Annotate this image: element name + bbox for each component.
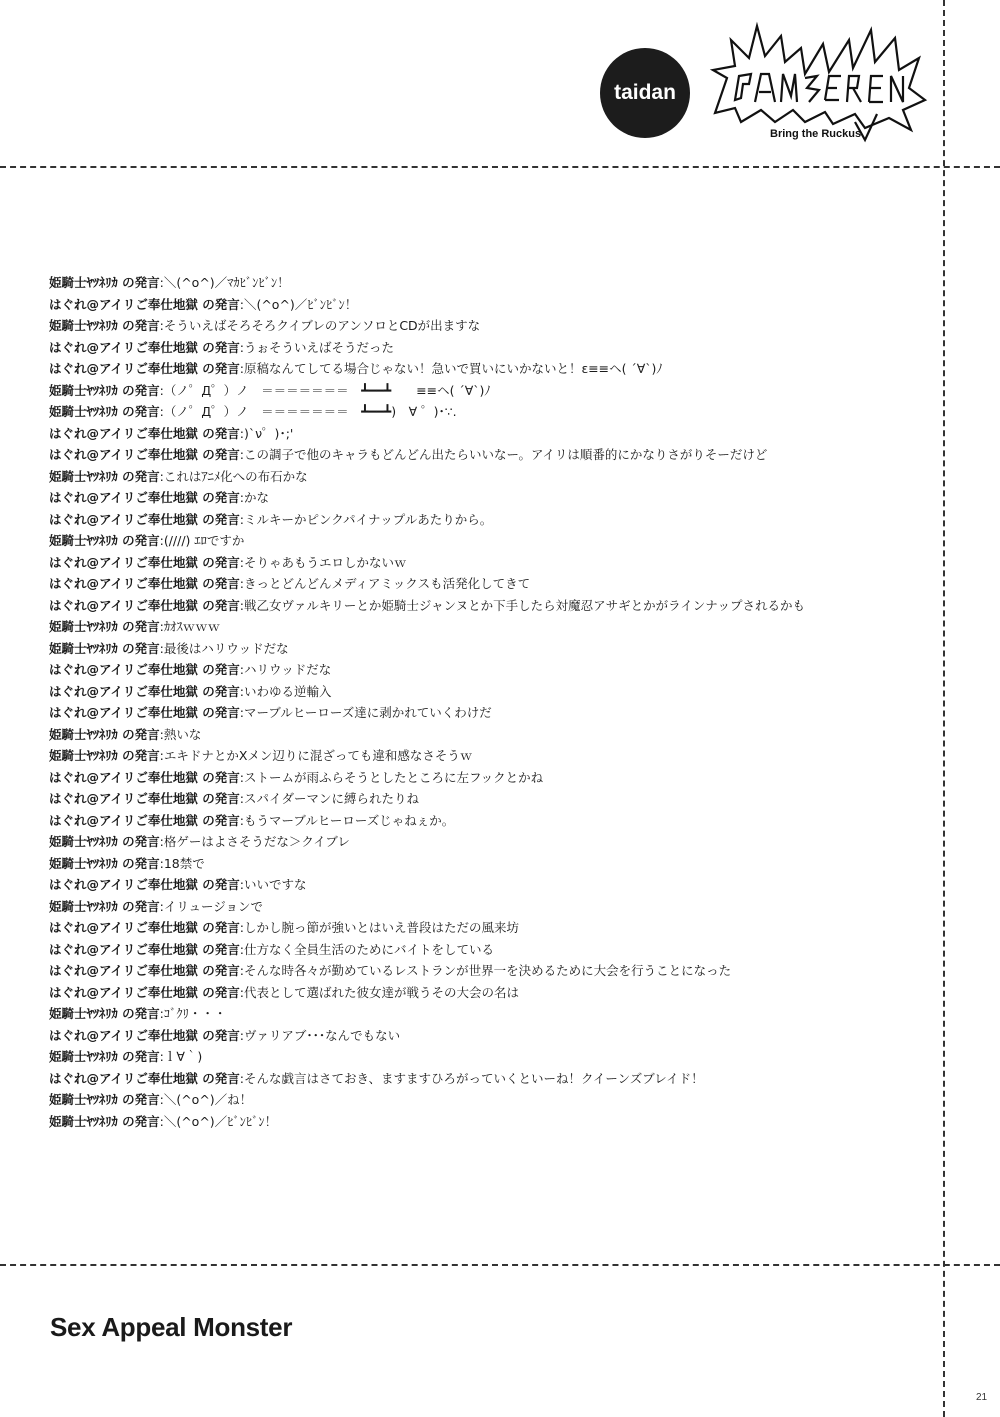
message: 戦乙女ヴァルキリーとか姫騎士ジャンヌとか下手したら対魔忍アサギとかがラインナップされるかも [243, 597, 805, 613]
chat-line: はぐれ@アイリご奉仕地獄 の発言:しかし腕っ節が強いとはいえ普段はただの風来坊 [49, 920, 519, 935]
book-title: Sex Appeal Monster [50, 1312, 293, 1342]
message: 格ゲーはよさそうだな＞クイブレ [163, 834, 350, 849]
chat-line: はぐれ@アイリご奉仕地獄 の発言:もうマーブルヒーローズじゃねぇか。 [49, 812, 455, 828]
chat-line: 姫騎士ﾔﾂﾈﾘｶ の発言:（ノ゜Д゜）ノ ＝＝＝＝＝＝＝ ┻━━┻) ∀ ゜)･∵. [49, 404, 457, 419]
chat-line: はぐれ@アイリご奉仕地獄 の発言:そんな時各々が勤めているレストランが世界一を決めるために大会を行うことになった [49, 963, 732, 978]
speaker: はぐれ@アイリご奉仕地獄 の発言 [49, 877, 240, 892]
badge-label: taidan [614, 81, 676, 104]
speaker: 姫騎士ﾔﾂﾈﾘｶ の発言 [49, 533, 160, 548]
chat-line: 姫騎士ﾔﾂﾈﾘｶ の発言:ｶｵｽｗｗｗ [49, 619, 221, 634]
message: そんな時各々が勤めているレストランが世界一を決めるために大会を行うことになった [243, 963, 732, 978]
chat-line: はぐれ@アイリご奉仕地獄 の発言:戦乙女ヴァルキリーとか姫騎士ジャンヌとか下手したら対魔忍アサギとかがラインナップされるかも [49, 597, 805, 613]
speaker: 姫騎士ﾔﾂﾈﾘｶ の発言 [49, 468, 160, 484]
chat-log [49, 272, 929, 1132]
message: ＼(^o^)／ﾋﾞﾝﾋﾞﾝ！ [163, 1113, 278, 1129]
chat-line: 姫騎士ﾔﾂﾈﾘｶ の発言:＼(^o^)／ね！ [49, 1092, 253, 1107]
right-dashed-margin-line [943, 0, 945, 1417]
speaker: はぐれ@アイリご奉仕地獄 の発言 [49, 1070, 240, 1086]
message: 最後はハリウッドだな [163, 640, 289, 656]
bottom-dashed-divider [0, 1264, 1000, 1266]
taidan-badge [600, 48, 690, 138]
message: 原稿なんてしてる場合じゃない！急いで買いにいかないと！ε≡≡ヘ( ´∀`)ﾉ [243, 361, 663, 376]
speaker: 姫騎士ﾔﾂﾈﾘｶ の発言 [49, 898, 160, 914]
chat-line: 姫騎士ﾔﾂﾈﾘｶ の発言:（ノ゜Д゜）ノ ＝＝＝＝＝＝＝ ┻━━┻ ≡≡ヘ( ´∀`)ﾉ [49, 382, 491, 398]
chat-line: 姫騎士ﾔﾂﾈﾘｶ の発言:エキドナとかXメン辺りに混ざっても違和感なさそうｗ [49, 748, 473, 763]
speaker: 姫騎士ﾔﾂﾈﾘｶ の発言 [49, 834, 160, 849]
logo-tagline: Bring the Ruckus [770, 128, 862, 140]
chat-line: 姫騎士ﾔﾂﾈﾘｶ の発言:(////) ｴﾛですか [49, 533, 245, 548]
message: かな [243, 490, 269, 505]
speaker: はぐれ@アイリご奉仕地獄 の発言 [49, 705, 240, 720]
speaker: はぐれ@アイリご奉仕地獄 の発言 [49, 683, 240, 699]
message: ＼(^o^)／ﾋﾞﾝﾋﾞﾝ！ [243, 296, 358, 312]
message: （ノ゜Д゜）ノ ＝＝＝＝＝＝＝ ┻━━┻) ∀ ゜)･∵. [163, 404, 457, 419]
speaker: 姫騎士ﾔﾂﾈﾘｶ の発言 [49, 619, 160, 634]
speaker: 姫騎士ﾔﾂﾈﾘｶ の発言 [49, 1006, 160, 1021]
chat-line: はぐれ@アイリご奉仕地獄 の発言:かな [49, 490, 269, 505]
message: いいですな [243, 877, 307, 892]
message: ハリウッドだな [243, 662, 332, 677]
speaker: はぐれ@アイリご奉仕地獄 の発言 [49, 597, 240, 613]
speaker: はぐれ@アイリご奉仕地獄 の発言 [49, 554, 240, 570]
message: (////) ｴﾛですか [163, 533, 245, 548]
chat-line: 姫騎士ﾔﾂﾈﾘｶ の発言:これはｱﾆﾒ化への布石かな [49, 468, 308, 484]
speaker: はぐれ@アイリご奉仕地獄 の発言 [49, 339, 240, 355]
message: ミルキーかピンクパイナップルあたりから。 [243, 511, 493, 527]
speaker: 姫騎士ﾔﾂﾈﾘｶ の発言 [49, 748, 160, 763]
chat-line: はぐれ@アイリご奉仕地獄 の発言:この調子で他のキャラもどんどん出たらいいなー。アイリは順番的にかなりさがりそーだけど [49, 447, 768, 462]
chat-line: 姫騎士ﾔﾂﾈﾘｶ の発言:最後はハリウッドだな [49, 640, 289, 656]
speaker: はぐれ@アイリご奉仕地獄 の発言 [49, 941, 240, 957]
message: ヴァリアブ･･･なんでもない [243, 1027, 401, 1043]
chat-line: はぐれ@アイリご奉仕地獄 の発言:ヴァリアブ･･･なんでもない [49, 1027, 401, 1043]
chat-line: 姫騎士ﾔﾂﾈﾘｶ の発言:そういえばそろそろクイブレのアンソロとCDが出ますな [49, 318, 481, 333]
chat-line: はぐれ@アイリご奉仕地獄 の発言:いわゆる逆輸入 [49, 683, 332, 699]
message: これはｱﾆﾒ化への布石かな [163, 468, 308, 484]
speaker: はぐれ@アイリご奉仕地獄 の発言 [49, 963, 240, 978]
speaker: 姫騎士ﾔﾂﾈﾘｶ の発言 [49, 1113, 160, 1129]
chat-line: はぐれ@アイリご奉仕地獄 の発言:ミルキーかピンクパイナップルあたりから。 [49, 511, 493, 527]
message: きっとどんどんメディアミックスも活発化してきて [243, 576, 531, 591]
speaker: 姫騎士ﾔﾂﾈﾘｶ の発言 [49, 640, 160, 656]
message: ＼(^o^)／ﾏｶﾋﾞﾝﾋﾞﾝ！ [163, 275, 290, 290]
chat-line: はぐれ@アイリご奉仕地獄 の発言:うぉそういえばそうだった [49, 339, 394, 355]
chat-line: はぐれ@アイリご奉仕地獄 の発言:スパイダーマンに縛られたりね [49, 791, 419, 806]
speaker: はぐれ@アイリご奉仕地獄 の発言 [49, 425, 240, 441]
message: スパイダーマンに縛られたりね [243, 791, 419, 806]
chat-line: はぐれ@アイリご奉仕地獄 の発言:ストームが雨ふらそうとしたところに左フックとかね [49, 769, 544, 785]
message: )`ν゜)･;' [243, 425, 294, 441]
speaker: はぐれ@アイリご奉仕地獄 の発言 [49, 662, 240, 677]
chat-line: はぐれ@アイリご奉仕地獄 の発言:マーブルヒーローズ達に剥かれていくわけだ [49, 705, 492, 720]
chat-line: 姫騎士ﾔﾂﾈﾘｶ の発言:格ゲーはよさそうだな＞クイブレ [49, 834, 350, 849]
chat-line: 姫騎士ﾔﾂﾈﾘｶ の発言:＼(^o^)／ﾋﾞﾝﾋﾞﾝ！ [49, 1113, 278, 1129]
speaker: はぐれ@アイリご奉仕地獄 の発言 [49, 576, 240, 591]
message: 仕方なく全員生活のためにバイトをしている [243, 941, 494, 957]
speaker: 姫騎士ﾔﾂﾈﾘｶ の発言 [49, 275, 160, 290]
message: エキドナとかXメン辺りに混ざっても違和感なさそうｗ [163, 748, 473, 763]
message: ｺﾞｸﾘ・・・ [163, 1006, 227, 1021]
message: ｶｵｽｗｗｗ [163, 619, 221, 634]
message: （ノ゜Д゜）ノ ＝＝＝＝＝＝＝ ┻━━┻ ≡≡ヘ( ´∀`)ﾉ [163, 382, 491, 398]
chat-line: 姫騎士ﾔﾂﾈﾘｶ の発言:ｌ∀｀) [49, 1049, 203, 1064]
chat-line: はぐれ@アイリご奉仕地獄 の発言:いいですな [49, 877, 307, 892]
chat-line: はぐれ@アイリご奉仕地獄 の発言:＼(^o^)／ﾋﾞﾝﾋﾞﾝ！ [49, 296, 358, 312]
message: そりゃあもうエロしかないｗ [243, 554, 407, 570]
chat-line: はぐれ@アイリご奉仕地獄 の発言:)`ν゜)･;' [49, 425, 294, 441]
speaker: はぐれ@アイリご奉仕地獄 の発言 [49, 920, 240, 935]
chat-line: 姫騎士ﾔﾂﾈﾘｶ の発言:ｺﾞｸﾘ・・・ [49, 1006, 227, 1021]
page-number: 21 [976, 1392, 988, 1403]
speaker: はぐれ@アイリご奉仕地獄 の発言 [49, 812, 240, 828]
speaker: はぐれ@アイリご奉仕地獄 の発言 [49, 791, 240, 806]
message: いわゆる逆輸入 [243, 683, 332, 699]
chat-line: 姫騎士ﾔﾂﾈﾘｶ の発言:18禁で [49, 855, 205, 871]
message: ｌ∀｀) [163, 1049, 203, 1064]
message: うぉそういえばそうだった [243, 339, 394, 355]
chat-line: はぐれ@アイリご奉仕地獄 の発言:そりゃあもうエロしかないｗ [49, 554, 407, 570]
message: ＼(^o^)／ね！ [163, 1092, 253, 1107]
message: この調子で他のキャラもどんどん出たらいいなー。アイリは順番的にかなりさがりそーだけど [243, 447, 768, 462]
chat-line: はぐれ@アイリご奉仕地獄 の発言:原稿なんてしてる場合じゃない！急いで買いにいかないと！ε≡≡ヘ( ´∀`)ﾉ [49, 361, 663, 376]
speaker: 姫騎士ﾔﾂﾈﾘｶ の発言 [49, 404, 160, 419]
speaker: 姫騎士ﾔﾂﾈﾘｶ の発言 [49, 1049, 160, 1064]
speaker: はぐれ@アイリご奉仕地獄 の発言 [49, 511, 240, 527]
chat-line: はぐれ@アイリご奉仕地獄 の発言:仕方なく全員生活のためにバイトをしている [49, 941, 494, 957]
message: 代表として選ばれた彼女達が戦うその大会の名は [243, 984, 519, 1000]
speaker: はぐれ@アイリご奉仕地獄 の発言 [49, 984, 240, 1000]
speaker: 姫騎士ﾔﾂﾈﾘｶ の発言 [49, 726, 160, 742]
chat-line: はぐれ@アイリご奉仕地獄 の発言:きっとどんどんメディアミックスも活発化してきて [49, 576, 531, 591]
chat-line: はぐれ@アイリご奉仕地獄 の発言:代表として選ばれた彼女達が戦うその大会の名は [49, 984, 519, 1000]
speaker: 姫騎士ﾔﾂﾈﾘｶ の発言 [49, 382, 160, 398]
speaker: はぐれ@アイリご奉仕地獄 の発言 [49, 1027, 240, 1043]
message: 18禁で [163, 855, 205, 871]
speaker: はぐれ@アイリご奉仕地獄 の発言 [49, 490, 240, 505]
chat-line: 姫騎士ﾔﾂﾈﾘｶ の発言:熱いな [49, 726, 202, 742]
speaker: 姫騎士ﾔﾂﾈﾘｶ の発言 [49, 855, 160, 871]
message: ストームが雨ふらそうとしたところに左フックとかね [243, 769, 544, 785]
message: 熱いな [163, 726, 202, 742]
message: マーブルヒーローズ達に剥かれていくわけだ [243, 705, 492, 720]
message: そういえばそろそろクイブレのアンソロとCDが出ますな [163, 318, 481, 333]
speaker: はぐれ@アイリご奉仕地獄 の発言 [49, 769, 240, 785]
speaker: はぐれ@アイリご奉仕地獄 の発言 [49, 296, 240, 312]
speaker: はぐれ@アイリご奉仕地獄 の発言 [49, 361, 240, 376]
speaker: はぐれ@アイリご奉仕地獄 の発言 [49, 447, 240, 462]
speaker: 姫騎士ﾔﾂﾈﾘｶ の発言 [49, 318, 160, 333]
speaker: 姫騎士ﾔﾂﾈﾘｶ の発言 [49, 1092, 160, 1107]
chat-line: 姫騎士ﾔﾂﾈﾘｶ の発言:イリュージョンで [49, 898, 263, 914]
chat-line: はぐれ@アイリご奉仕地獄 の発言:そんな戯言はさておき、ますますひろがっていくといーね！クイーンズブレイド！ [49, 1070, 704, 1086]
top-dashed-divider [0, 166, 1000, 168]
message: しかし腕っ節が強いとはいえ普段はただの風来坊 [243, 920, 519, 935]
message: イリュージョンで [163, 898, 263, 914]
chat-line: はぐれ@アイリご奉仕地獄 の発言:ハリウッドだな [49, 662, 332, 677]
message: そんな戯言はさておき、ますますひろがっていくといーね！クイーンズブレイド！ [243, 1070, 704, 1086]
message: もうマーブルヒーローズじゃねぇか。 [243, 812, 455, 828]
chat-line: 姫騎士ﾔﾂﾈﾘｶ の発言:＼(^o^)／ﾏｶﾋﾞﾝﾋﾞﾝ！ [49, 275, 290, 290]
